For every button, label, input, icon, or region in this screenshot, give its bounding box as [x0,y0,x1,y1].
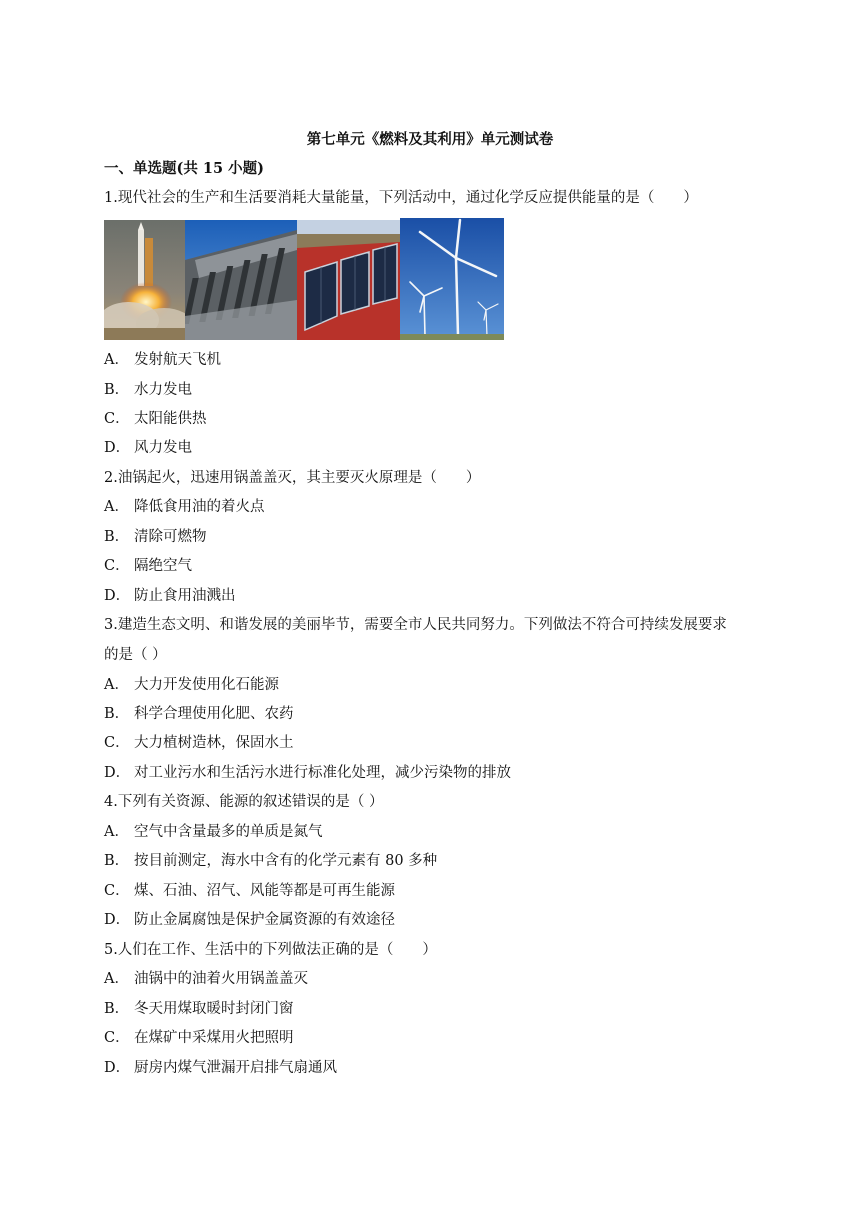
question-1-stem: 1.现代社会的生产和生活要消耗大量能量，下列活动中，通过化学反应提供能量的是（ ） [104,190,698,206]
question-4-option-b[interactable]: B． 按目前测定，海水中含有的化学元素有 80 多种 [104,853,438,869]
shuttle-launch-image [104,220,185,340]
question-3-stem-line-1: 3.建造生态文明、和谐发展的美丽毕节，需要全市人民共同努力。下列做法不符合可持续发展要求 [104,617,727,633]
question-3-option-d[interactable]: D． 对工业污水和生活污水进行标准化处理，减少污染物的排放 [104,765,511,781]
question-5-option-c[interactable]: C． 在煤矿中采煤用火把照明 [104,1030,294,1046]
solar-panel-image [297,220,400,340]
question-4-option-c[interactable]: C． 煤、石油、沼气、风能等都是可再生能源 [104,883,395,899]
question-5-option-d[interactable]: D． 厨房内煤气泄漏开启排气扇通风 [104,1060,337,1076]
wind-turbine-image [400,218,504,340]
question-3-option-c[interactable]: C． 大力植树造林，保固水土 [104,735,294,751]
question-3-option-b[interactable]: B． 科学合理使用化肥、农药 [104,706,294,722]
page-title: 第七单元《燃料及其利用》单元测试卷 [306,131,554,148]
question-1-option-d[interactable]: D． 风力发电 [104,440,192,456]
question-4-option-d[interactable]: D． 防止金属腐蚀是保护金属资源的有效途径 [104,912,395,928]
question-2-option-b[interactable]: B． 清除可燃物 [104,529,207,545]
question-2-stem: 2.油锅起火，迅速用锅盖盖灭，其主要灭火原理是（ ） [104,470,481,486]
question-3-option-a[interactable]: A． 大力开发使用化石能源 [104,677,279,693]
hydro-dam-image [185,220,297,340]
question-1-option-b[interactable]: B． 水力发电 [104,382,192,398]
question-4-option-a[interactable]: A． 空气中含量最多的单质是氮气 [104,824,323,840]
question-5-option-b[interactable]: B． 冬天用煤取暖时封闭门窗 [104,1001,294,1017]
question-2-option-a[interactable]: A． 降低食用油的着火点 [104,499,265,515]
question-2-option-c[interactable]: C． 隔绝空气 [104,558,192,574]
question-2-option-d[interactable]: D． 防止食用油溅出 [104,588,236,604]
question-5-option-a[interactable]: A． 油锅中的油着火用锅盖盖灭 [104,971,308,987]
question-1-images [104,218,504,340]
question-3-stem-line-2: 的是（ ） [104,647,167,663]
question-5-stem: 5.人们在工作、生活中的下列做法正确的是（ ） [104,942,437,958]
section-heading: 一、单选题(共 15 小题) [104,160,264,177]
question-1-option-a[interactable]: A． 发射航天飞机 [104,352,221,368]
question-4-stem: 4.下列有关资源、能源的叙述错误的是（ ） [104,794,384,810]
question-1-option-c[interactable]: C． 太阳能供热 [104,411,207,427]
